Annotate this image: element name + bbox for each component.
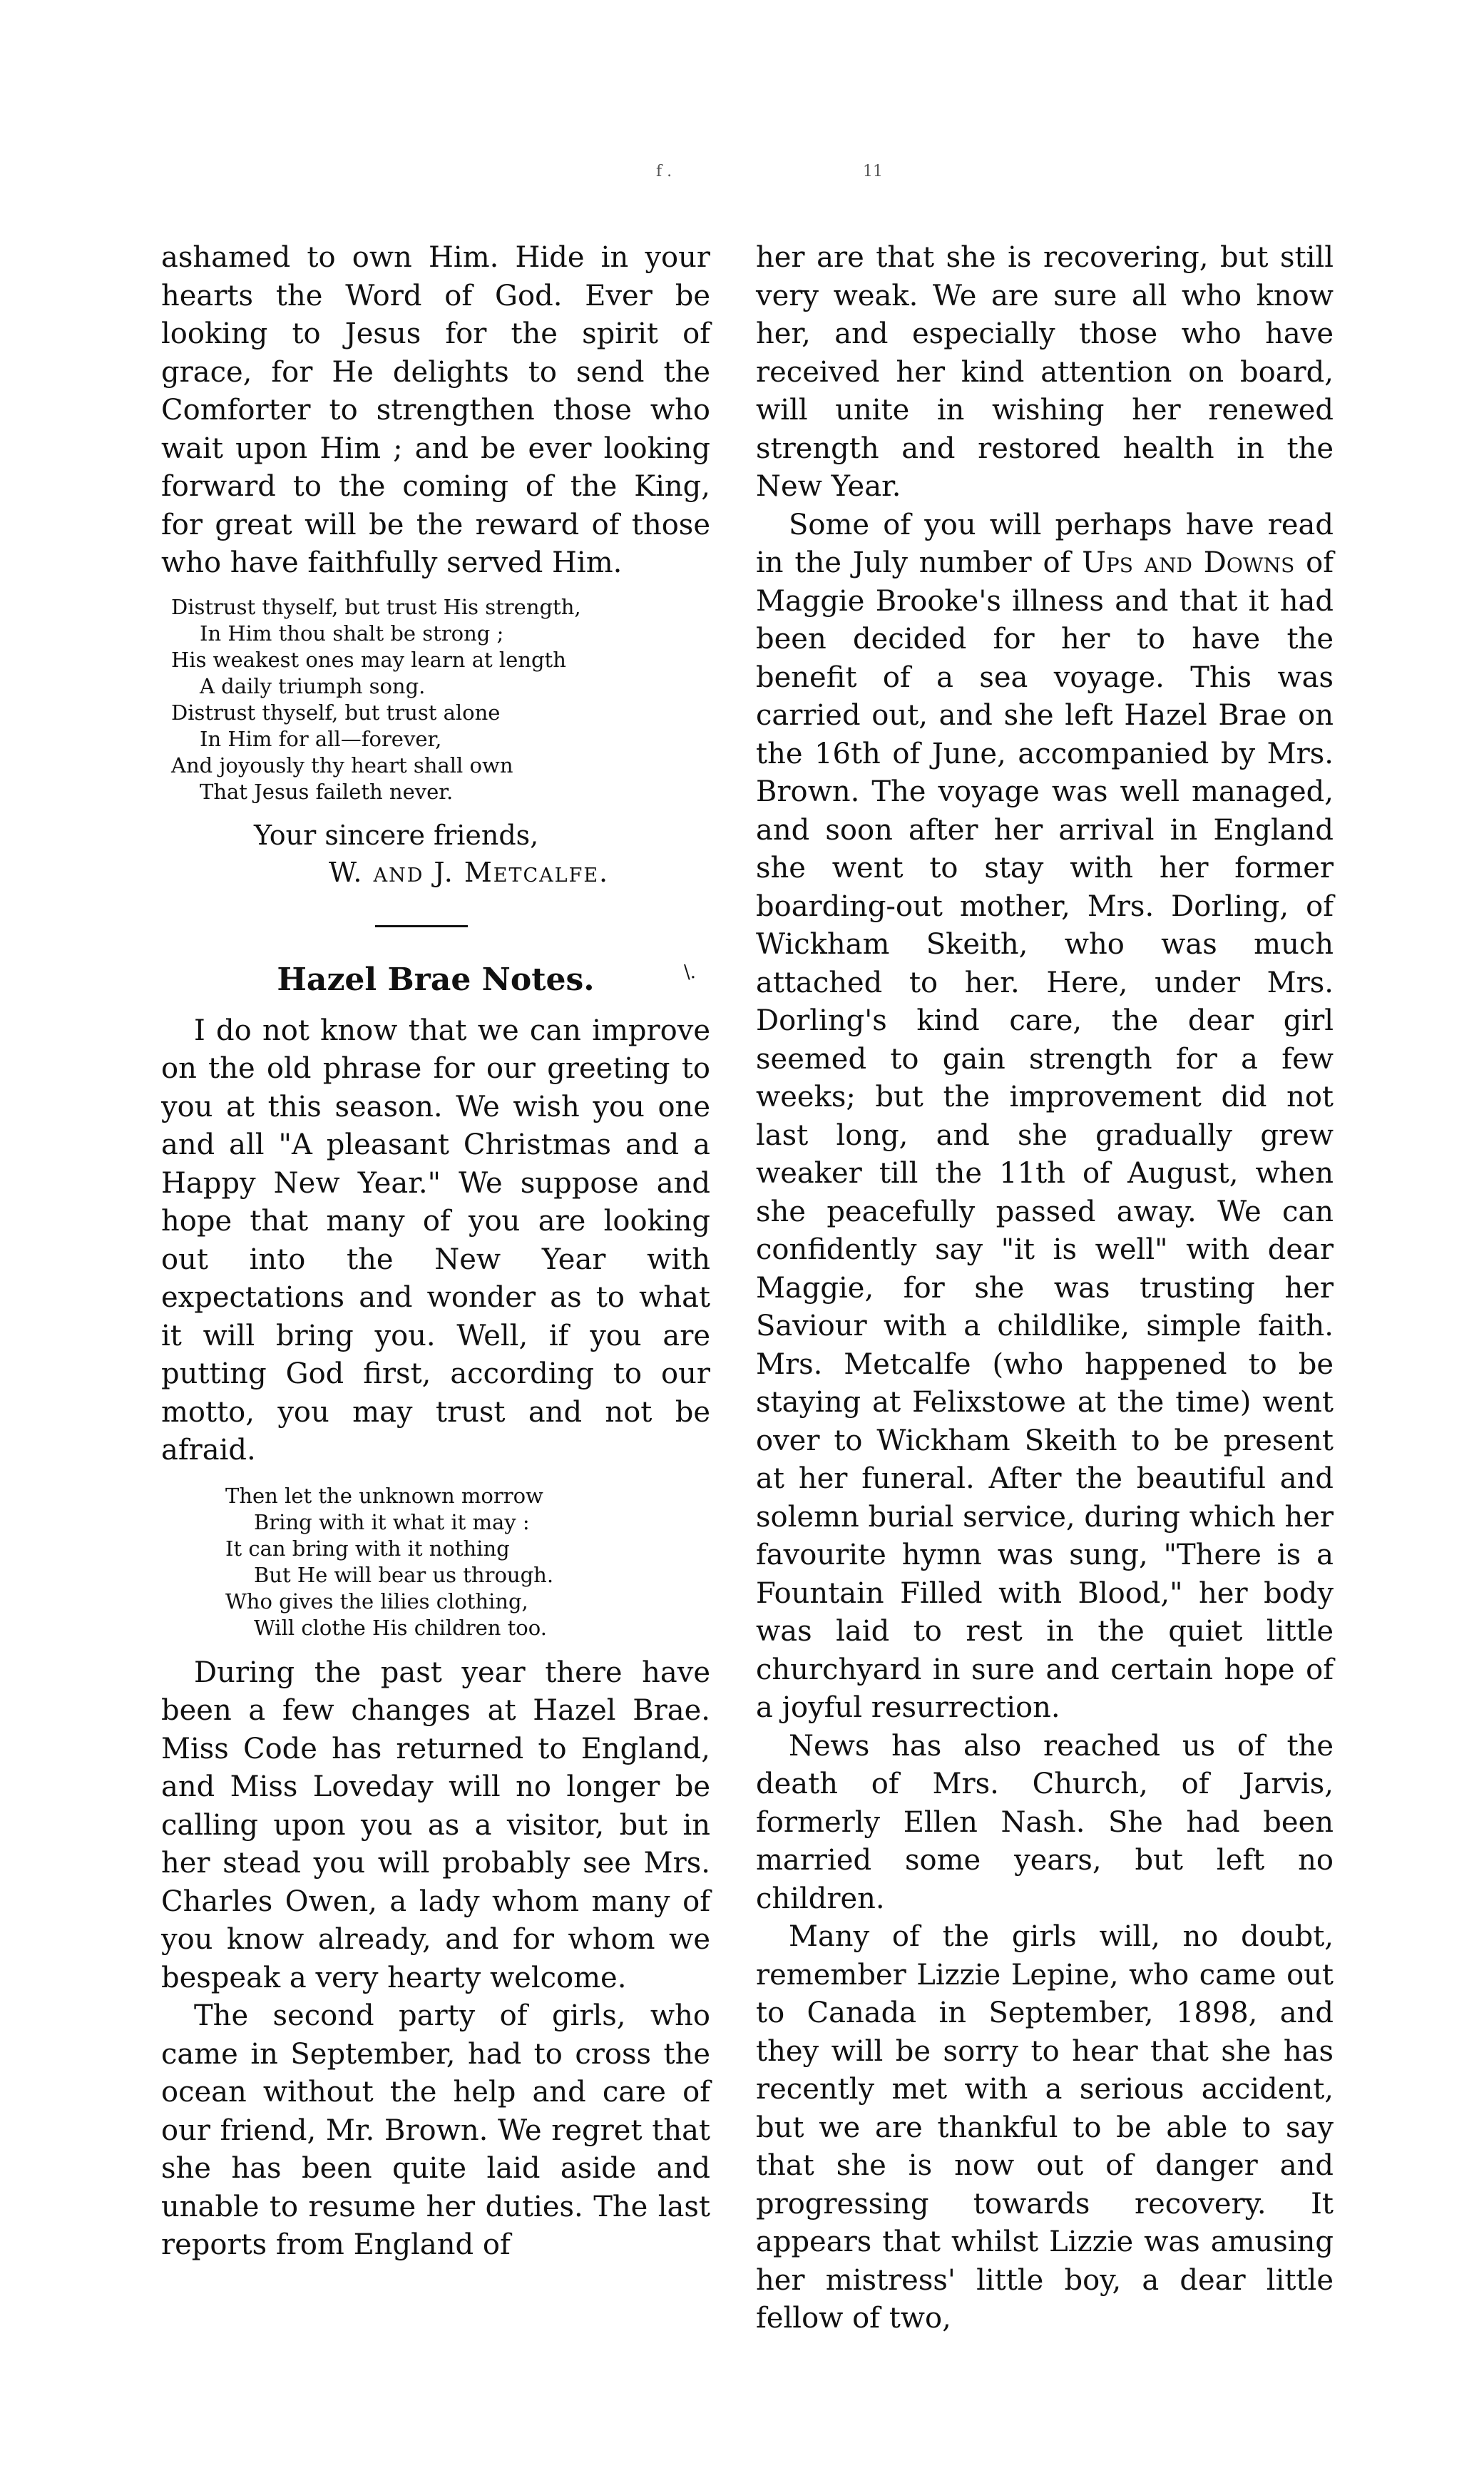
- paragraph-changes: During the past year there have been a few changes at Hazel Brae. Miss Code has returned to England, and Miss Loveday will no longer be calling upon you as a visitor, but in her stead you will probably see Mrs. Charles Owen, a lady whom many of you know already, and for whom we bespeak a very hearty welcome.: [161, 1656, 710, 1994]
- paragraph-second-party: The second party of girls, who came in September, had to cross the ocean without the help and care of our friend, Mr. Brown. We regret that she has been quite laid aside and unable to resume her duties. The last reports from England of: [161, 1999, 710, 2261]
- poem-line: Distrust thyself, but trust His strength,: [171, 594, 581, 619]
- poem-distrust-thyself: [171, 594, 710, 805]
- paragraph-maggie-brooke: [756, 506, 1334, 1728]
- poem-line: It can bring with it nothing: [225, 1536, 510, 1561]
- left-column: [161, 239, 710, 2265]
- poem-line: His weakest ones may learn at length: [171, 647, 566, 672]
- poem-line: Distrust thyself, but trust alone: [171, 700, 501, 725]
- paragraph-closing-exhortation: ashamed to own Him. Hide in your hearts the Word of God. Ever be looking to Jesus for the spirit of grace, for He delights to send the Comforter to strengthen those who wait upon Him ; and be ever looking forward to the coming of the King, for great will be the reward of those who have faithfully served Him.: [161, 241, 710, 579]
- text-run: Some of you will perhaps have read in the July number of: [756, 508, 1334, 579]
- page-folio-right: 11: [863, 163, 883, 180]
- poem-line: Then let the unknown morrow: [225, 1483, 543, 1508]
- heading-title: Hazel Brae Notes.: [277, 961, 595, 998]
- section-divider: [375, 925, 468, 927]
- margin-mark: \.: [683, 961, 696, 983]
- page-folio-left: f .: [656, 163, 672, 180]
- paragraph-lizzie-lepine: Many of the girls will, no doubt, remember Lizzie Lepine, who came out to Canada in September, 1898, and they will be sorry to hear that she has recently met with a serious accident, but we are thankful to be able to say that she is now out of danger and progressing towards recovery. It appears that whilst Lizzie was amusing her mistress' little boy, a dear little fellow of two,: [756, 1920, 1334, 2335]
- poem-line: Will clothe His children too.: [254, 1615, 547, 1640]
- text-run: of Maggie Brooke's illness and that it had been decided for her to have the benefit of a sea voyage. This was carried out, and she left Hazel Brae on the 16th of June, accompanied by Mrs. Brown. The voyage was well managed, and soon after her arrival in England she went to stay with her former boarding-out mother, Mrs. Dorling, of Wickham Skeith, who was much attached to her. Here, under Mrs. Dorling's kind care, the dear girl seemed to gain strength for a few weeks; but the improvement did not last long, and she gradually grew weaker till the 11th of August, when she peacefully passed away. We can confidently say "it is well" with dear Maggie, for she was trusting her Saviour with a childlike, simple faith. Mrs. Metcalfe (who happened to be staying at Felixstowe at the time) went over to Wickham Skeith to be present at her funeral. After the beautiful and solemn burial service, during which her favourite hymn was sung, "There is a Fountain Filled with Blood," her body was laid to rest in the quiet little churchyard in sure and certain hope of a joyful resurrection.: [756, 546, 1334, 1724]
- section-heading: [161, 962, 710, 998]
- signoff-signature: W. and J. Metcalfe.: [329, 856, 610, 888]
- poem-line: That Jesus faileth never.: [200, 779, 454, 804]
- letter-signoff: [161, 817, 710, 891]
- poem-line: In Him thou shalt be strong ;: [200, 621, 504, 646]
- poem-unknown-morrow: [225, 1483, 710, 1641]
- poem-line: And joyously thy heart shall own: [171, 753, 513, 777]
- poem-line: But He will bear us through.: [254, 1562, 554, 1587]
- paragraph-mrs-church: News has also reached us of the death of Mrs. Church, of Jarvis, formerly Ellen Nash. She had been married some years, but left no children.: [756, 1729, 1334, 1915]
- paragraph-greeting: I do not know that we can improve on the old phrase for our greeting to you at this season. We wish you one and all "A pleasant Christmas and a Happy New Year." We suppose and hope that many of you are looking out into the New Year with expectations and wonder as to what it will bring you. Well, if you are putting God first, according to our motto, you may trust and not be afraid.: [161, 1014, 710, 1467]
- poem-line: A daily triumph song.: [200, 673, 426, 698]
- signoff-salutation: Your sincere friends,: [254, 819, 539, 851]
- poem-line: In Him for all—forever,: [200, 726, 442, 751]
- poem-line: Who gives the lilies clothing,: [225, 1589, 528, 1613]
- right-column: [756, 239, 1334, 2338]
- paragraph-recovery: her are that she is recovering, but still very weak. We are sure all who know her, and especially those who have received her kind attention on board, will unite in wishing her renewed strength and restored health in the New Year.: [756, 241, 1334, 503]
- magazine-title: Ups and Downs: [1082, 546, 1295, 579]
- poem-line: Bring with it what it may :: [254, 1509, 530, 1534]
